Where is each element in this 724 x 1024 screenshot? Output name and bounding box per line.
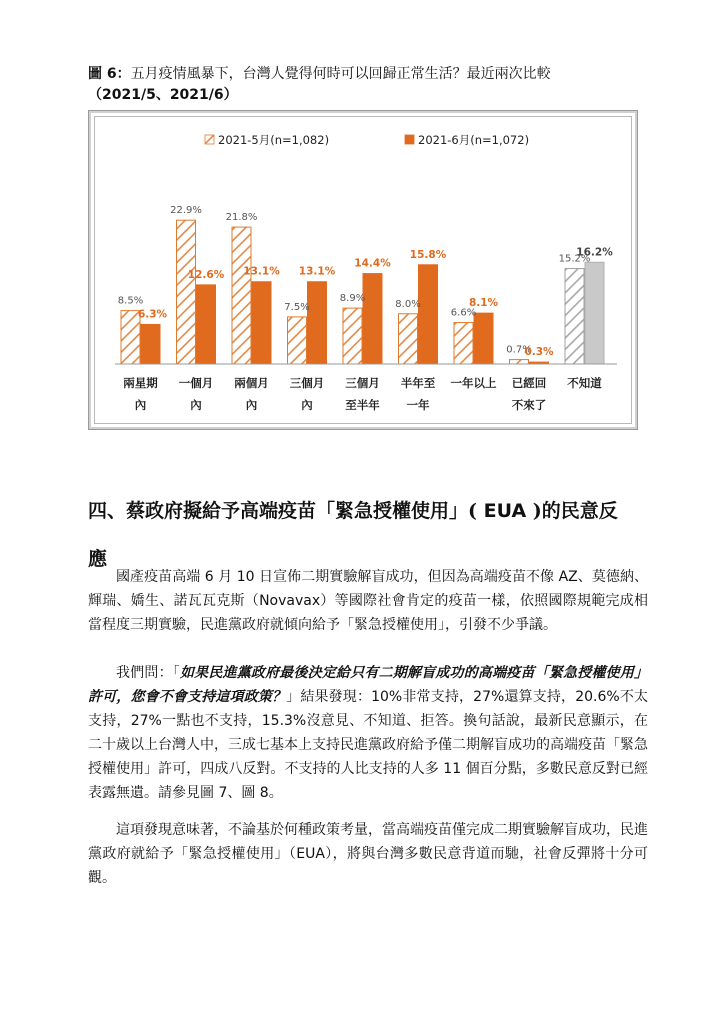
data-label-june-8: 0.3% — [524, 346, 554, 359]
bar-june-1 — [141, 324, 160, 364]
data-label-may-1: 8.5% — [117, 295, 144, 307]
figure-number: 圖 6： — [88, 66, 131, 82]
data-label-june-9: 16.2% — [576, 246, 613, 259]
data-label-june-4: 13.1% — [298, 265, 336, 278]
data-label-may-6: 8.0% — [395, 298, 421, 310]
section-heading-eua: EUA — [483, 500, 527, 522]
bar-june-4 — [308, 282, 327, 364]
bar-june-7 — [474, 313, 493, 364]
chart-legend — [205, 133, 529, 147]
category-label-7-line1: 一年以上 — [450, 376, 497, 390]
legend-label-2: 2021-6月(n=1,072) — [418, 133, 530, 147]
bar-may-4 — [288, 317, 307, 364]
data-label-june-2: 12.6% — [187, 268, 225, 281]
category-label-9-line1: 不知道 — [567, 376, 602, 390]
legend-label-1: 2021-5月(n=1,082) — [218, 133, 330, 147]
category-label-6-line2: 一年 — [406, 398, 430, 412]
section-heading-line2: 應 — [88, 548, 108, 570]
bar-june-2 — [197, 285, 216, 364]
data-label-may-7: 6.6% — [450, 307, 477, 319]
paragraph-2 — [88, 661, 648, 805]
figure-title: 五月疫情風暴下，台灣人覺得何時可以回歸正常生活？最近兩次比較 — [130, 66, 551, 82]
category-label-2-line2: 內 — [190, 398, 202, 412]
category-label-8-line2: 不來了 — [511, 398, 547, 412]
data-label-june-6: 15.8% — [409, 248, 447, 261]
data-label-june-1: 6.3% — [137, 308, 168, 321]
paragraph-2-intro: 我們問：「 — [116, 665, 180, 681]
category-label-6-line1: 半年至 — [400, 376, 436, 390]
data-label-june-7: 8.1% — [468, 297, 499, 310]
category-label-5-line2: 至半年 — [345, 398, 380, 412]
category-label-4-line1: 三個月 — [289, 376, 325, 390]
category-label-2-line1: 一個月 — [178, 376, 214, 390]
bar-may-8 — [510, 360, 529, 364]
data-label-may-3: 21.8% — [225, 212, 258, 224]
bar-may-6 — [399, 314, 418, 364]
data-label-june-3: 13.1% — [243, 265, 280, 278]
chart-category-labels — [123, 376, 602, 412]
category-label-1-line1: 兩星期 — [123, 376, 158, 390]
bar-may-2 — [177, 220, 196, 364]
category-label-8-line1: 已經回 — [511, 376, 547, 390]
category-label-5-line1: 三個月 — [345, 376, 380, 390]
category-label-4-line2: 內 — [301, 398, 313, 412]
legend-swatch-1 — [205, 135, 214, 144]
chart-inner — [94, 116, 632, 424]
bar-chart — [95, 117, 631, 423]
data-label-may-5: 8.9% — [339, 293, 366, 305]
data-label-may-4: 7.5% — [284, 301, 310, 313]
category-label-3-line2: 內 — [245, 398, 258, 412]
bar-may-9 — [565, 269, 584, 364]
legend-swatch-2 — [405, 135, 414, 144]
figure-period: （2021/5、2021/6） — [88, 87, 238, 103]
section-heading-line1: 四、蔡政府擬給予高端疫苗「緊急授權使用」( — [88, 500, 477, 522]
chart-frame — [88, 110, 638, 430]
bar-may-7 — [454, 323, 473, 364]
category-label-3-line1: 兩個月 — [234, 376, 269, 390]
data-label-may-9: 15.2% — [558, 253, 591, 265]
figure-caption — [88, 64, 648, 106]
bar-june-5 — [363, 274, 382, 364]
paragraph-3: 這項發現意味著，不論基於何種政策考量，當高端疫苗僅完成二期實驗解盲成功，民進黨政府就給予「緊急授權使用」（EUA），將與台灣多數民意背道而馳，社會反彈將十分可觀。 — [88, 822, 648, 886]
bar-june-9 — [585, 262, 604, 364]
paragraph-1: 國產疫苗高端 6 月 10 日宣佈二期實驗解盲成功，但因為高端疫苗不像 AZ、莫德納、輝瑞、嬌生、諾瓦瓦克斯（Novavax）等國際社會肯定的疫苗一樣，依照國際規範完成相當程度三期實驗，民進黨政府就傾向給予「緊急授權使用」，引發不少爭議。 — [88, 569, 648, 633]
bar-may-3 — [232, 227, 251, 364]
data-label-may-8: 0.7% — [506, 344, 532, 356]
bar-june-6 — [419, 265, 438, 364]
survey-question: 如果民進黨政府最後決定給只有二期解盲成功的高端疫苗「緊急授權使用」許可，您會不會支持這項政策？ — [88, 665, 649, 705]
data-label-june-5: 14.4% — [354, 257, 391, 270]
paragraph-2-results: 」結果發現：10%非常支持，27%還算支持，20.6%不太支持，27%一點也不支持，15.3%沒意見、不知道、拒答。換句話說，最新民意顯示，在二十歲以上台灣人中，三成七基本上支持民進黨政府給予僅二期解盲成功的高端疫苗「緊急授權使用」許可，四成八反對。不支持的人比支持的人多 11 個百分點，多數民意反對已經表露無遺。請參見圖 7、圖 8。 — [88, 689, 649, 801]
category-label-1-line2: 內 — [134, 398, 147, 412]
bar-june-3 — [252, 282, 271, 364]
section-heading-line1-end: )的民意反 — [532, 500, 618, 522]
data-label-may-2: 22.9% — [170, 205, 202, 217]
bar-may-5 — [343, 308, 362, 364]
chart-bars — [121, 220, 604, 364]
